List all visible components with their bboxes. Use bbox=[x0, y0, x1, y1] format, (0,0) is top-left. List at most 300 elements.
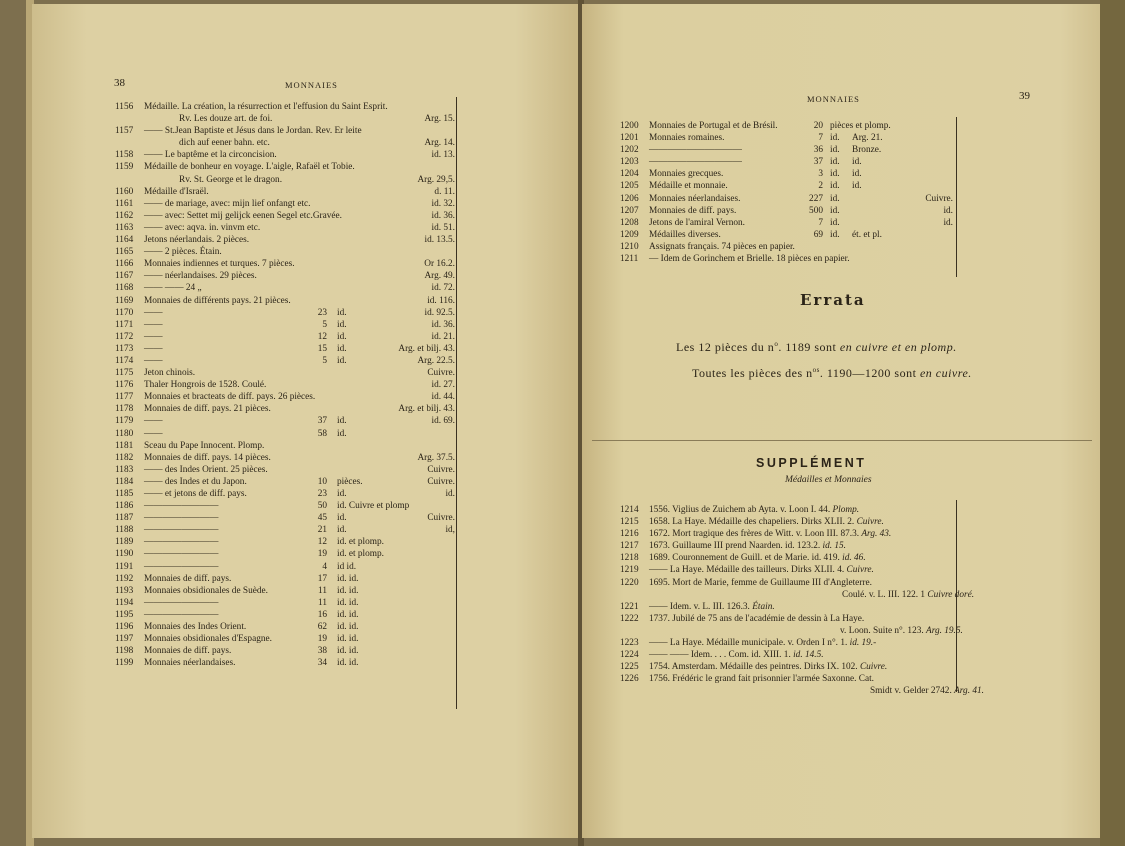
item-number: 1157 bbox=[115, 126, 134, 137]
errata-line-1-middle: . 1189 sont bbox=[778, 340, 840, 354]
item-unit: id. bbox=[830, 157, 840, 168]
item-value: id. bbox=[852, 169, 862, 180]
item-value: id. 116. bbox=[427, 295, 455, 306]
item-number: 1191 bbox=[115, 561, 134, 572]
item-value: Arg. et bilj. 43. bbox=[398, 343, 455, 354]
item-material: Plomp. bbox=[832, 505, 860, 515]
supplement-entry-list bbox=[620, 504, 984, 698]
list-item bbox=[115, 415, 455, 427]
item-value: id. 72. bbox=[431, 283, 455, 294]
item-description: Assignats français. 74 pièces en papier. bbox=[649, 241, 795, 252]
list-item bbox=[115, 573, 455, 585]
list-item bbox=[115, 234, 455, 246]
item-number: 1160 bbox=[115, 186, 134, 197]
list-item bbox=[115, 319, 455, 331]
running-head-right: MONNAIES bbox=[807, 94, 860, 104]
item-number: 1195 bbox=[115, 609, 134, 620]
item-description: Rv. St. George et le dragon. bbox=[179, 174, 283, 185]
item-material: Cuivre. bbox=[856, 517, 884, 528]
item-value: Arg. 49. bbox=[424, 271, 455, 282]
item-unit: pièces et plomp. bbox=[830, 121, 891, 131]
right-entry-list bbox=[620, 120, 955, 265]
item-description: 1658. La Haye. Médaille des chapeliers. Dirks XLII. 2. Cuivre. bbox=[649, 517, 884, 528]
list-item bbox=[115, 391, 455, 403]
item-unit: id. et plomp. bbox=[337, 537, 384, 548]
item-description: ———————— bbox=[144, 537, 219, 548]
item-number: 1188 bbox=[115, 525, 134, 536]
item-quantity: 15 bbox=[317, 343, 327, 354]
item-unit: id. id. bbox=[337, 597, 359, 608]
item-number: 1166 bbox=[115, 259, 134, 270]
item-description: Monnaies de diff. pays. bbox=[144, 573, 232, 584]
item-number: 1197 bbox=[115, 634, 134, 645]
list-item bbox=[620, 540, 955, 552]
list-item bbox=[115, 186, 455, 198]
item-number: 1164 bbox=[115, 235, 134, 246]
list-item bbox=[620, 132, 955, 144]
list-item bbox=[115, 270, 455, 282]
item-number: 1203 bbox=[620, 157, 639, 168]
item-number: 1210 bbox=[620, 241, 639, 252]
item-number: 1200 bbox=[620, 121, 639, 131]
list-item bbox=[115, 512, 455, 524]
list-item bbox=[115, 597, 455, 609]
item-material: Cuivre. bbox=[859, 662, 888, 673]
item-number: 1192 bbox=[115, 573, 134, 584]
item-quantity: 34 bbox=[317, 658, 327, 669]
errata-line-1-prefix: Les 12 pièces du n bbox=[676, 340, 775, 354]
item-number: 1167 bbox=[115, 271, 134, 282]
list-item bbox=[620, 661, 955, 673]
item-description: Jetons de l'amiral Vernon. bbox=[649, 217, 746, 228]
item-unit: id. id. bbox=[337, 573, 359, 584]
list-item bbox=[115, 609, 455, 621]
item-value: id. 27. bbox=[431, 380, 455, 391]
item-description: 1695. Mort de Marie, femme de Guillaume III d'Angleterre. bbox=[649, 577, 872, 588]
item-number: 1176 bbox=[115, 380, 134, 391]
item-value: id, bbox=[445, 525, 455, 536]
list-item bbox=[115, 379, 455, 391]
item-description: 1556. Viglius de Zuichem ab Ayta. v. Loon I. 44. Plomp. bbox=[649, 505, 860, 515]
item-description: —— 2 pièces. Étain. bbox=[144, 247, 222, 258]
item-description: ———————— bbox=[144, 501, 219, 512]
item-number: 1223 bbox=[620, 638, 639, 649]
list-item bbox=[115, 295, 455, 307]
item-unit: id. bbox=[337, 416, 347, 427]
item-value: id. 92.5. bbox=[424, 307, 455, 318]
item-unit: id. et plomp. bbox=[337, 549, 384, 560]
item-description: v. Loon. Suite n°. 123. Arg. 19.5. bbox=[840, 625, 963, 636]
item-description: 1756. Frédéric le grand fait prisonnier l'armée Saxonne. Cat. bbox=[649, 674, 874, 685]
list-item bbox=[115, 343, 455, 355]
list-item bbox=[115, 645, 455, 657]
item-number: 1158 bbox=[115, 150, 134, 161]
item-description: Monnaies grecques. bbox=[649, 169, 724, 180]
list-item bbox=[620, 649, 955, 661]
item-number: 1206 bbox=[620, 193, 639, 204]
item-quantity: 38 bbox=[317, 646, 327, 657]
item-quantity: 23 bbox=[317, 489, 327, 499]
item-number: 1214 bbox=[620, 505, 639, 515]
item-number: 1181 bbox=[115, 440, 134, 451]
item-number: 1179 bbox=[115, 416, 134, 427]
item-unit: id. bbox=[337, 489, 347, 499]
item-unit: id. bbox=[830, 193, 840, 204]
list-item bbox=[115, 452, 455, 464]
item-quantity: 10 bbox=[317, 476, 327, 487]
item-description: Médaille et monnaie. bbox=[649, 181, 728, 192]
list-item bbox=[115, 488, 455, 500]
item-number: 1225 bbox=[620, 662, 639, 673]
item-material: Étain. bbox=[752, 601, 775, 612]
item-number: 1202 bbox=[620, 145, 639, 156]
item-description: —— avec: aqva. in. vinvm etc. bbox=[144, 222, 261, 233]
list-item bbox=[115, 198, 455, 210]
right-page bbox=[582, 4, 1102, 838]
item-number: 1174 bbox=[115, 355, 134, 366]
item-description: —— Idem. v. L. III. 126.3. Étain. bbox=[649, 601, 775, 612]
item-number: 1215 bbox=[620, 517, 639, 528]
item-quantity: 37 bbox=[317, 416, 327, 427]
list-item bbox=[620, 241, 955, 253]
item-material: id. 15. bbox=[822, 541, 847, 552]
errata-line-1 bbox=[676, 340, 957, 355]
item-quantity: 36 bbox=[813, 145, 823, 156]
item-number: 1217 bbox=[620, 541, 639, 552]
item-description: —— des Indes et du Japon. bbox=[144, 476, 247, 487]
list-item bbox=[620, 589, 975, 601]
item-unit: id id. bbox=[337, 561, 357, 572]
item-unit: id. bbox=[830, 133, 840, 144]
item-description: —— bbox=[144, 416, 163, 427]
item-quantity: 7 bbox=[818, 217, 823, 228]
item-number: 1201 bbox=[620, 133, 639, 144]
item-description: —————————— bbox=[649, 145, 742, 156]
item-description: Jeton chinois. bbox=[144, 368, 196, 379]
item-description: —— bbox=[144, 319, 163, 330]
item-unit: id. bbox=[337, 331, 347, 342]
item-quantity: 500 bbox=[809, 205, 823, 216]
item-material: id. 46. bbox=[842, 553, 866, 564]
item-number: 1199 bbox=[115, 658, 134, 669]
item-description: Monnaies de différents pays. 21 pièces. bbox=[144, 295, 291, 306]
item-number: 1170 bbox=[115, 307, 134, 318]
item-value: Cuivre. bbox=[427, 368, 455, 379]
item-description: Monnaies des Indes Orient. bbox=[144, 622, 247, 633]
supplement-title: SUPPLÉMENT bbox=[756, 456, 867, 470]
item-number: 1177 bbox=[115, 392, 134, 403]
list-item bbox=[115, 161, 455, 173]
item-description: 1672. Mort tragique des frères de Witt. v. Loon III. 87.3. Arg. 43. bbox=[649, 529, 892, 540]
item-material: Arg. 19.5. bbox=[926, 625, 963, 636]
item-number: 1211 bbox=[620, 254, 639, 265]
item-number: 1187 bbox=[115, 513, 134, 524]
list-item bbox=[115, 403, 455, 415]
item-description: —— bbox=[144, 428, 163, 439]
list-item bbox=[620, 120, 955, 132]
item-description: Monnaies néerlandaises. bbox=[144, 658, 236, 669]
item-description: Monnaies indiennes et turques. 7 pièces. bbox=[144, 259, 295, 270]
list-item bbox=[115, 210, 455, 222]
item-number: 1185 bbox=[115, 489, 134, 499]
errata-line-2-prefix: Toutes les pièces des n bbox=[692, 366, 813, 380]
item-description: 1737. Jubilé de 75 ans de l'académie de dessin à La Haye. bbox=[649, 613, 865, 624]
item-number: 1189 bbox=[115, 537, 134, 548]
list-item bbox=[115, 101, 455, 113]
page-number-right: 39 bbox=[1019, 90, 1030, 102]
item-number: 1168 bbox=[115, 283, 134, 294]
item-unit: id. bbox=[830, 145, 840, 156]
item-quantity: 11 bbox=[318, 585, 327, 596]
item-description: —— de mariage, avec: mijn lief onfangt etc. bbox=[144, 198, 311, 209]
item-value: Bronze. bbox=[852, 145, 882, 156]
running-head-left: MONNAIES bbox=[285, 80, 338, 90]
list-item bbox=[115, 246, 455, 258]
item-number: 1175 bbox=[115, 368, 134, 379]
item-description: 1754. Amsterdam. Médaille des peintres. Dirks IX. 102. Cuivre. bbox=[649, 662, 888, 673]
item-description: ———————— bbox=[144, 513, 219, 524]
item-material: id. 14.5. bbox=[793, 650, 824, 661]
list-item bbox=[620, 552, 955, 564]
item-description: Médailles diverses. bbox=[649, 229, 721, 240]
errata-line-2-italic: en cuivre. bbox=[919, 366, 972, 380]
list-item bbox=[115, 633, 455, 645]
item-number: 1222 bbox=[620, 613, 639, 624]
list-item bbox=[620, 205, 955, 217]
item-number: 1193 bbox=[115, 585, 134, 596]
item-unit: id. bbox=[337, 525, 347, 536]
item-unit: id. bbox=[337, 355, 347, 366]
item-description: Sceau du Pape Innocent. Plomp. bbox=[144, 440, 265, 451]
list-item bbox=[115, 561, 455, 573]
item-value: Arg. 22.5. bbox=[417, 355, 455, 366]
right-top-column-rule bbox=[956, 117, 957, 277]
list-item bbox=[115, 355, 455, 367]
list-item bbox=[620, 673, 955, 685]
item-description: —— La Haye. Médaille municipale. v. Orden I n°. 1. id. 19.- bbox=[649, 638, 877, 649]
item-number: 1182 bbox=[115, 452, 134, 463]
item-description: dich auf eener bahn. etc. bbox=[179, 138, 270, 149]
item-description: —— St.Jean Baptiste et Jésus dans le Jordan. Rev. Er leite bbox=[144, 126, 362, 137]
item-description: Monnaies et bracteats de diff. pays. 26 pièces. bbox=[144, 392, 316, 403]
list-item bbox=[620, 625, 963, 637]
list-item bbox=[620, 229, 955, 241]
item-unit: id. bbox=[830, 181, 840, 192]
item-number: 1184 bbox=[115, 476, 134, 487]
list-item bbox=[115, 524, 455, 536]
list-item bbox=[115, 149, 455, 161]
item-unit: id. id. bbox=[337, 646, 359, 657]
item-number: 1165 bbox=[115, 247, 134, 258]
item-value: id. 69. bbox=[431, 416, 455, 427]
item-number: 1208 bbox=[620, 217, 639, 228]
item-description: Monnaies de diff. pays. bbox=[144, 646, 232, 657]
item-description: —— —— 24 „ bbox=[144, 283, 202, 294]
item-description: Rv. Les douze art. de foi. bbox=[179, 114, 273, 125]
item-description: — Idem de Gorinchem et Brielle. 18 pièces en papier. bbox=[649, 254, 850, 265]
item-description: 1689. Couronnement de Guill. et de Marie. id. 419. id. 46. bbox=[649, 553, 866, 564]
list-item bbox=[620, 253, 955, 265]
item-quantity: 62 bbox=[317, 622, 327, 633]
item-quantity: 17 bbox=[317, 573, 327, 584]
item-value: id. bbox=[445, 489, 455, 499]
item-description: Coulé. v. L. III. 122. 1 Cuivre doré. bbox=[842, 589, 975, 600]
item-description: ———————— bbox=[144, 549, 219, 560]
item-number: 1159 bbox=[115, 162, 134, 173]
item-number: 1216 bbox=[620, 529, 639, 540]
item-number: 1209 bbox=[620, 229, 639, 240]
item-quantity: 19 bbox=[317, 634, 327, 645]
supplement-subtitle: Médailles et Monnaies bbox=[785, 475, 872, 485]
item-number: 1173 bbox=[115, 343, 134, 354]
left-entry-list bbox=[115, 101, 455, 669]
item-number: 1172 bbox=[115, 331, 134, 342]
item-unit: id. id. bbox=[337, 609, 359, 620]
item-description: —— néerlandaises. 29 pièces. bbox=[144, 271, 257, 282]
item-number: 1220 bbox=[620, 577, 639, 588]
list-item bbox=[115, 258, 455, 270]
list-item bbox=[620, 637, 955, 649]
left-column-rule bbox=[456, 97, 457, 709]
list-item bbox=[115, 440, 455, 452]
item-description: —— avec: Settet mij gelijck eenen Segel etc.Gravée. bbox=[144, 210, 342, 221]
item-quantity: 16 bbox=[317, 609, 327, 620]
errata-line-2-sup: os bbox=[812, 366, 820, 374]
item-description: ———————— bbox=[144, 525, 219, 536]
item-number: 1161 bbox=[115, 198, 134, 209]
item-value: Cuivre. bbox=[925, 193, 953, 204]
item-unit: id. bbox=[337, 319, 347, 330]
item-quantity: 58 bbox=[317, 428, 327, 439]
list-item bbox=[620, 577, 955, 589]
item-number: 1180 bbox=[115, 428, 134, 439]
item-value: id. 13. bbox=[431, 150, 455, 161]
list-item bbox=[115, 548, 455, 560]
item-quantity: 11 bbox=[318, 597, 327, 608]
item-number: 1186 bbox=[115, 501, 134, 512]
list-item bbox=[115, 331, 455, 343]
item-material: Cuivre. bbox=[846, 565, 874, 576]
item-description: —— bbox=[144, 355, 163, 366]
item-unit: id. id. bbox=[337, 658, 359, 669]
item-number: 1183 bbox=[115, 464, 134, 475]
item-number: 1204 bbox=[620, 169, 639, 180]
item-quantity: 50 bbox=[317, 501, 327, 512]
item-unit: id. bbox=[337, 513, 347, 524]
right-page-edge bbox=[1100, 0, 1125, 846]
list-item bbox=[115, 367, 455, 379]
list-item bbox=[115, 174, 455, 186]
list-item bbox=[115, 307, 455, 319]
item-quantity: 37 bbox=[813, 157, 823, 168]
list-item bbox=[115, 657, 455, 669]
item-description: —— La Haye. Médaille des tailleurs. Dirks XLII. 4. Cuivre. bbox=[649, 565, 874, 576]
item-value: Or 16.2. bbox=[424, 259, 455, 270]
item-number: 1171 bbox=[115, 319, 134, 330]
item-description: Monnaies de Portugal et de Brésil. bbox=[649, 121, 778, 131]
item-number: 1196 bbox=[115, 622, 134, 633]
item-quantity: 12 bbox=[317, 331, 327, 342]
list-item bbox=[620, 613, 955, 625]
item-quantity: 21 bbox=[317, 525, 327, 536]
list-item bbox=[620, 504, 955, 516]
item-unit: id. id. bbox=[337, 585, 359, 596]
item-quantity: 4 bbox=[322, 561, 327, 572]
item-number: 1219 bbox=[620, 565, 639, 576]
item-description: Médaille d'Israël. bbox=[144, 186, 209, 197]
item-description: —— bbox=[144, 331, 163, 342]
errata-line-2 bbox=[692, 366, 972, 381]
item-value: Cuivre. bbox=[427, 513, 455, 524]
item-value: Arg. 37.5. bbox=[417, 452, 455, 463]
list-item bbox=[115, 428, 455, 440]
item-value: id. bbox=[943, 205, 953, 216]
item-description: Smidt v. Gelder 2742. Arg. 41. bbox=[870, 686, 984, 697]
item-material: Arg. 43. bbox=[861, 529, 892, 540]
item-quantity: 20 bbox=[813, 121, 823, 131]
item-description: Monnaies de diff. pays. 21 pièces. bbox=[144, 404, 271, 415]
errata-line-1-italic: en cuivre et en plomp. bbox=[839, 340, 957, 354]
left-page bbox=[32, 4, 581, 838]
list-item bbox=[620, 144, 955, 156]
item-unit: id. bbox=[337, 343, 347, 354]
list-item bbox=[620, 180, 955, 192]
item-unit: id. id. bbox=[337, 622, 359, 633]
item-value: id. 44. bbox=[431, 392, 455, 403]
item-number: 1226 bbox=[620, 674, 639, 685]
item-value: Arg. 29,5. bbox=[417, 174, 455, 185]
item-number: 1156 bbox=[115, 102, 134, 112]
item-description: Monnaies romaines. bbox=[649, 133, 725, 144]
item-description: ———————— bbox=[144, 561, 219, 572]
item-value: id. 36. bbox=[431, 210, 455, 221]
item-number: 1194 bbox=[115, 597, 134, 608]
item-value: id. 51. bbox=[431, 222, 455, 233]
item-description: —— bbox=[144, 307, 163, 318]
item-quantity: 227 bbox=[809, 193, 823, 204]
item-material: id. 19.- bbox=[849, 638, 877, 649]
item-description: Jetons néerlandais. 2 pièces. bbox=[144, 235, 250, 246]
item-value: id. 21. bbox=[431, 331, 455, 342]
list-item bbox=[115, 536, 455, 548]
item-unit: id. id. bbox=[337, 634, 359, 645]
item-value: Cuivre. bbox=[427, 476, 455, 487]
list-item bbox=[115, 113, 455, 125]
item-description: ———————— bbox=[144, 597, 219, 608]
item-quantity: 3 bbox=[818, 169, 823, 180]
item-value: Arg. 15. bbox=[424, 114, 455, 125]
item-description: —— des Indes Orient. 25 pièces. bbox=[144, 464, 268, 475]
section-divider bbox=[592, 440, 1092, 441]
item-quantity: 23 bbox=[317, 307, 327, 318]
item-value: id. bbox=[943, 217, 953, 228]
errata-line-2-middle: . 1190—1200 sont bbox=[819, 366, 920, 380]
item-value: ét. et pl. bbox=[852, 229, 882, 240]
item-description: —————————— bbox=[649, 157, 742, 168]
errata-title: Errata bbox=[800, 291, 866, 309]
item-description: Thaler Hongrois de 1528. Coulé. bbox=[144, 380, 267, 391]
item-quantity: 12 bbox=[317, 537, 327, 548]
item-value: Cuivre. bbox=[427, 464, 455, 475]
item-description: Monnaies de diff. pays. 14 pièces. bbox=[144, 452, 271, 463]
item-number: 1205 bbox=[620, 181, 639, 192]
item-number: 1218 bbox=[620, 553, 639, 564]
item-unit: id. bbox=[337, 307, 347, 318]
item-description: —— Le baptême et la circoncision. bbox=[144, 150, 277, 161]
item-number: 1207 bbox=[620, 205, 639, 216]
item-number: 1198 bbox=[115, 646, 134, 657]
item-quantity: 45 bbox=[317, 513, 327, 524]
